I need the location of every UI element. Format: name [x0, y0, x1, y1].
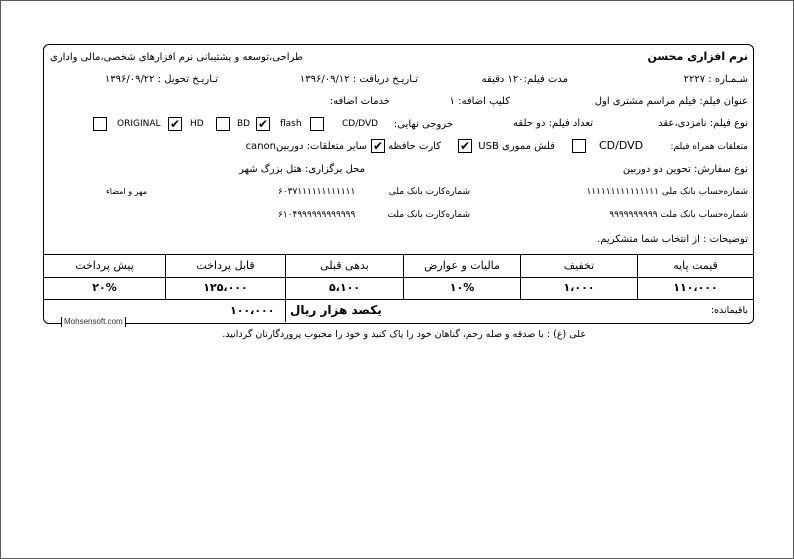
card-melli-label: شماره‌کارت بانک ملی [388, 187, 470, 197]
accessories-label: متعلقات همراه فیلم: [670, 142, 748, 152]
film-title: عنوان فیلم: فیلم مراسم مشتری اول [594, 96, 748, 107]
value-prepayment: ۲۰% [92, 281, 117, 294]
final-output-label: خروجی نهایی: [393, 119, 453, 130]
remaining-value: ۱۰۰،۰۰۰ [230, 304, 275, 317]
film-duration: مدت فیلم:۱۲۰ دقیقه [481, 74, 568, 85]
card-mellat-value: ۶۱۰۴۹۹۹۹۹۹۹۹۹۹۹۹ [278, 210, 356, 220]
output-original-label: ORIGINAL [117, 119, 161, 129]
output-bd-label: BD [237, 119, 251, 129]
account-melli: شماره‌حساب بانک ملی ۱۱۱۱۱۱۱۱۱۱۱۱۱۱۱ [586, 187, 748, 197]
header-base-price: قیمت پایه [673, 259, 718, 272]
invoice-form [43, 44, 754, 324]
value-base-price: ۱۱۰،۰۰۰ [673, 281, 718, 294]
remaining-words: یکصد هزار ریال [290, 303, 382, 317]
accessory-cd-dvd-label: CD/DVD [599, 139, 644, 152]
table-row-divider [44, 299, 753, 300]
credit-link[interactable]: Mohsensoft.com [61, 317, 126, 327]
company-name: نرم افزاری محسن [647, 50, 748, 63]
header-tax: مالیات و عوارض [424, 259, 500, 272]
header-prepayment: پیش پرداخت [75, 259, 134, 272]
seal-signature: مهر و امضاء [106, 187, 147, 196]
accessory-cd-dvd-checkbox[interactable] [572, 139, 586, 153]
order-type: نوع سفارش: تحوین دو دوربین [622, 164, 748, 175]
checkmark-icon: ✔ [257, 117, 269, 131]
extra-services: خدمات اضافه: [329, 96, 390, 107]
venue: محل برگزاری: هتل بزرگ شهر [239, 164, 365, 175]
output-cd-dvd-checkbox[interactable] [310, 117, 324, 131]
output-hd-checkbox[interactable] [168, 117, 182, 131]
delivery-date: تـاریـخ تحویل : ۱۳۹۶/۰۹/۲۲ [104, 74, 218, 85]
accessory-memory-card-label: کارت حافظه [388, 141, 441, 152]
output-bd-checkbox[interactable] [216, 117, 230, 131]
account-mellat: شماره‌حساب بانک ملت ۹۹۹۹۹۹۹۹۹۹ [609, 210, 748, 220]
accessory-memory-card-checkbox[interactable] [371, 139, 385, 153]
received-date: تـاریـخ دریافت : ۱۳۹۶/۰۹/۱۲ [299, 74, 418, 85]
output-cd-dvd-label: CD/DVD [342, 119, 379, 129]
value-previous-debt: ۵،۱۰۰ [328, 281, 361, 294]
company-tagline: طراحی،توسعه و پشتیبانی نرم افزارهای شخصی،مالی واداری [50, 52, 304, 63]
output-original-checkbox[interactable] [93, 117, 107, 131]
output-hd-label: HD [190, 119, 204, 129]
card-mellat-label: شماره‌کارت بانک ملت [387, 210, 470, 220]
checkmark-icon: ✔ [372, 139, 384, 153]
value-discount: ۱،۰۰۰ [563, 281, 595, 294]
order-number: شـمـاره : ۲۲۲۷ [683, 74, 748, 85]
film-type: نوع فیلم: نامزدی،عقد [658, 118, 748, 129]
card-melli-value: ۶۰۳۷۱۱۱۱۱۱۱۱۱۱۱۱ [278, 187, 356, 197]
value-payable: ۱۲۵،۰۰۰ [203, 281, 248, 294]
output-flash-label: flash [280, 119, 302, 129]
checkmark-icon: ✔ [169, 117, 181, 131]
notes: توضیحات : از انتخاب شما متشکریم. [597, 234, 748, 245]
film-count: تعداد فیلم: دو حلقه [513, 118, 593, 129]
value-tax: ۱۰% [449, 281, 475, 294]
remaining-label: باقیمانده: [710, 305, 748, 316]
header-payable: قابل پرداخت [196, 259, 255, 272]
footer-quote: علی (ع) : با صدقه و صله رحم، گناهان خود را پاک کنید و خود را محبوب پروردگارتان گردانید. [222, 329, 586, 340]
checkmark-icon: ✔ [459, 139, 471, 153]
header-previous-debt: بدهی قبلی [320, 259, 369, 272]
output-flash-checkbox[interactable] [256, 117, 270, 131]
accessory-usb-checkbox[interactable] [458, 139, 472, 153]
accessory-usb-label: فلش مموری USB [478, 141, 555, 152]
other-accessories: سایر متعلقات: دوربینcanon [245, 141, 367, 152]
header-discount: تخفیف [563, 259, 595, 272]
extra-clip: کلیپ اضافه: ۱ [449, 96, 510, 107]
